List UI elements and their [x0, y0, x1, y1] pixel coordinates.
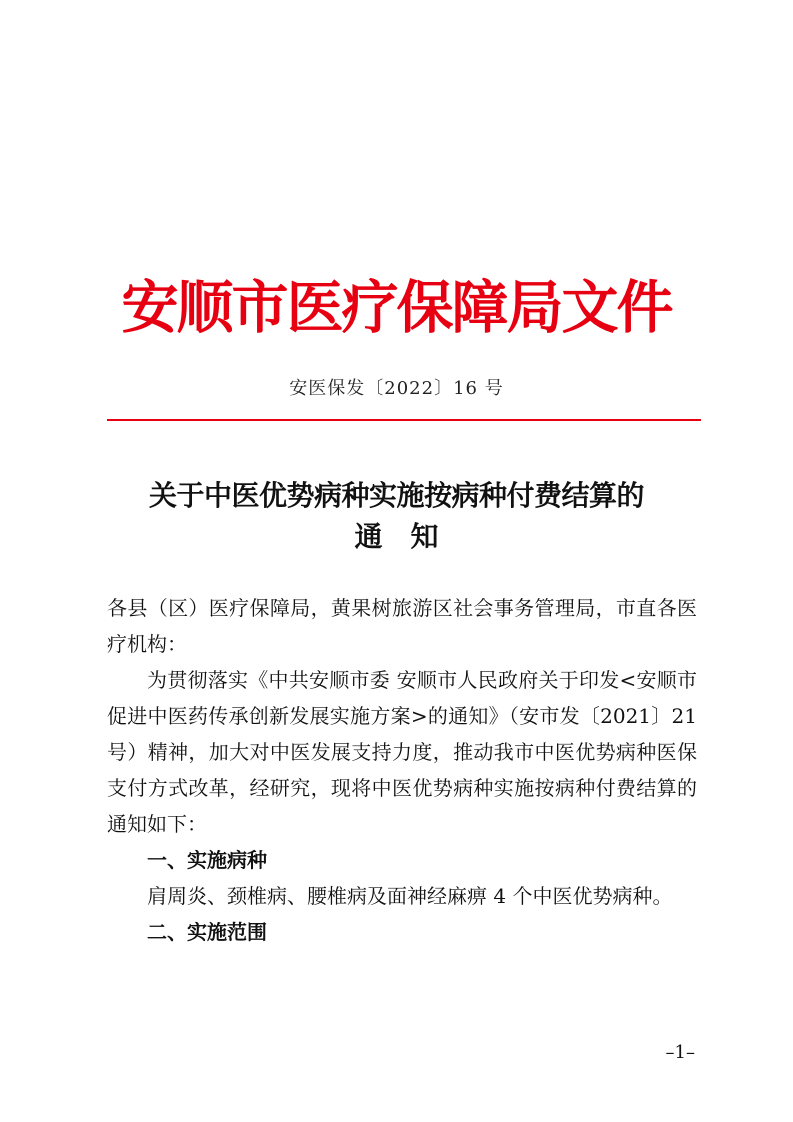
intro-paragraph: 为贯彻落实《中共安顺市委 安顺市人民政府关于印发<安顺市促进中医药传承创新发展实施方案>的通知》（安市发〔2021〕21 号）精神，加大对中医发展支持力度，推动我市中医优势病种医保支付方式改革，经研究，现将中医优势病种实施按病种付费结算的通知如下：	[107, 668, 697, 836]
document-body	[107, 590, 697, 950]
document-number: 安医保发〔2022〕16 号	[289, 378, 504, 399]
section-heading-1: 一、实施病种	[147, 848, 267, 872]
addressee: 各县（区）医疗保障局，黄果树旅游区社会事务管理局，市直各医疗机构：	[107, 596, 697, 656]
section-1-text: 肩周炎、颈椎病、腰椎病及面神经麻痹 4 个中医优势病种。	[147, 884, 673, 908]
document-title-line-1: 关于中医优势病种实施按病种付费结算的	[148, 479, 644, 512]
document-masthead: 安顺市医疗保障局文件	[121, 275, 672, 341]
page-number: –1–	[665, 1042, 695, 1063]
document-title-line-2: 通 知	[354, 520, 439, 553]
section-heading-2: 二、实施范围	[147, 920, 267, 944]
red-separator-line	[107, 419, 701, 421]
